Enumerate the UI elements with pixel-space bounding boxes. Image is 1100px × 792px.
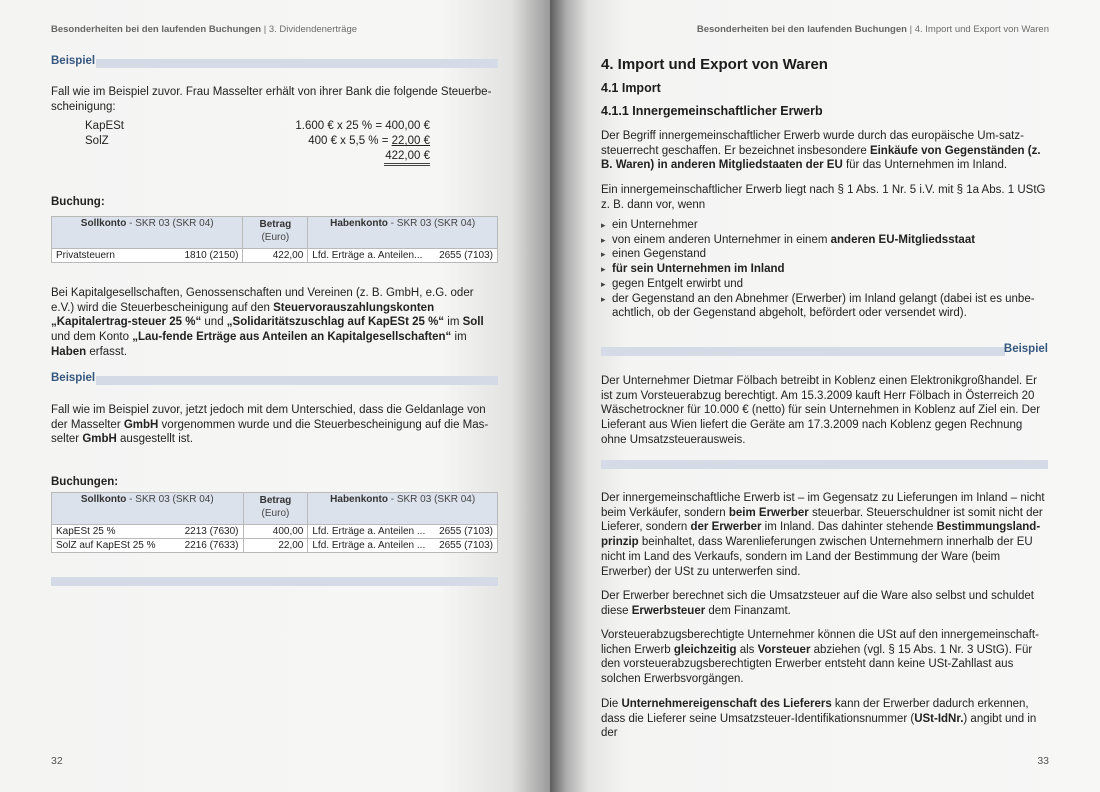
p6-text-e: ) angibt und in der xyxy=(601,712,1037,740)
header-chapter: Besonderheiten bei den laufenden Buchungen xyxy=(51,24,262,35)
kapges-text-2: und xyxy=(201,316,227,329)
page-number: 33 xyxy=(1037,755,1049,767)
beispiel-label: Beispiel xyxy=(51,372,96,384)
list-item-text: von einem anderen Unternehmer in einem xyxy=(612,233,831,246)
example2-text-2: vorgenommen wurde und die Steuerbescheinigung auf die Mas-selter xyxy=(51,418,489,446)
example-intro: Fall wie im Beispiel zuvor. Frau Masselter erhält von ihrer Bank die folgende Steuerbe-scheinigung: xyxy=(51,86,492,113)
example2-bold-2: GmbH xyxy=(82,433,117,446)
haben-nr: 2655 (7103) xyxy=(439,526,493,537)
list-item xyxy=(601,277,1048,292)
example2-intro xyxy=(51,403,498,447)
definition-bold: Einkäufe von Gegenständen (z. B. Waren) in anderen Mitgliedstaaten der EU xyxy=(601,144,1041,172)
calc-expr-solz-text: 400 € x 5,5 % = xyxy=(308,135,392,147)
col-habenkonto-sub: - SKR 03 (SKR 04) xyxy=(387,494,476,505)
p5-bold-d: Vorsteuer xyxy=(757,643,811,656)
beispiel-bar xyxy=(96,59,498,68)
example2-text-1: Fall wie im Beispiel zuvor, jetzt jedoch mit dem Unterschied, dass die Geldanlage von der Masselter xyxy=(51,404,486,431)
calc-total: 422,00 € xyxy=(384,150,430,166)
haben-nr: 2655 (7103) xyxy=(439,540,493,551)
col-habenkonto xyxy=(308,493,498,525)
col-sollkonto-sub: - SKR 03 (SKR 04) xyxy=(126,218,214,229)
p4-text-a: Der Erwerber berechnet sich die Umsatzsteuer auf die Ware also selbst und schuldet diese xyxy=(601,590,1034,617)
beispiel-label: Beispiel xyxy=(1003,343,1048,355)
kapges-bold-4: „Lau-fende Erträge aus Anteilen an Kapitalgesellschaften“ xyxy=(132,331,452,344)
header-section: | 4. Import und Export von Waren xyxy=(906,24,1049,35)
col-habenkonto-label: Habenkonto xyxy=(330,218,388,229)
p4-bold-b: Erwerbsteuer xyxy=(631,604,706,617)
betrag-cell: 422,00 xyxy=(243,249,308,263)
list-item xyxy=(601,262,1048,277)
p5-text-e: abziehen (vgl. § 15 Abs. 1 Nr. 3 UStG). Für den vorsteuerabzugsberechtigten Erwerber entsteht dann keine USt-Zahllast aus solchen Erwerbsvorgängen. xyxy=(601,643,1033,686)
calc-result-solz: 22,00 € xyxy=(391,135,430,147)
col-habenkonto-label: Habenkonto xyxy=(330,494,388,505)
kapges-paragraph xyxy=(51,286,498,360)
page-number: 32 xyxy=(51,755,63,767)
calc-label-kapest: KapESt xyxy=(85,120,124,132)
table-row xyxy=(52,249,498,263)
paragraph-definition xyxy=(601,129,1048,173)
beispiel-bar xyxy=(601,347,1005,356)
subsection-heading: 4.1.1 Innergemeinschaftlicher Erwerb xyxy=(601,104,823,118)
p6-text-c: kann der Erwerber dadurch erkennen, dass die Lieferer seine Umsatzsteuer-Identifikationsnummer ( xyxy=(601,698,1029,725)
col-betrag xyxy=(243,217,308,249)
list-item-bold: anderen EU-Mitgliedsstaat xyxy=(830,233,976,246)
soll-nr: 2216 (7633) xyxy=(184,540,239,551)
col-habenkonto xyxy=(308,217,498,249)
soll-cell xyxy=(52,249,243,263)
buchungen-heading: Buchungen: xyxy=(51,476,119,488)
kapges-bold-3: Soll xyxy=(462,316,484,329)
list-item-text: gegen Entgelt erwirbt und xyxy=(612,277,744,290)
col-betrag-label: Betrag xyxy=(259,219,292,230)
haben-name: Lfd. Erträge a. Anteilen ... xyxy=(312,526,426,537)
kapges-text-4: und dem Konto xyxy=(51,331,133,344)
calc-label-solz: SolZ xyxy=(85,135,109,147)
list-item xyxy=(601,292,1048,321)
p3-text-c: steuerbar. Steuerschuldner ist somit nicht der Lieferer, sondern xyxy=(601,506,1043,534)
example-end-bar xyxy=(601,460,1048,469)
p4-text-c: dem Finanzamt. xyxy=(705,604,791,617)
col-sollkonto-label: Sollkonto xyxy=(80,494,127,505)
p3-text-a: Der innergemeinschaftliche Erwerb ist – im Gegensatz zu Lieferungen im Inland – nicht beim Verkäufer, sondern xyxy=(601,492,1045,519)
list-item xyxy=(601,218,1048,233)
kapges-bold-5: Haben xyxy=(51,345,87,358)
example2-bold-1: GmbH xyxy=(123,418,159,431)
paragraph-erwerbsteuer xyxy=(601,589,1048,618)
table-row xyxy=(52,539,498,553)
betrag-cell: 22,00 xyxy=(243,539,308,553)
col-sollkonto-sub: - SKR 03 (SKR 04) xyxy=(126,494,214,505)
buchungen-table xyxy=(51,492,498,553)
col-betrag-sub: (Euro) xyxy=(261,232,290,243)
list-item-text: der Gegenstand an den Abnehmer (Erwerber) im Inland gelangt (dabei ist es unbe-achtlich, ob der Gegenstand abgeholt, befördert oder versendet wird). xyxy=(612,292,1035,320)
kapges-bold-2: „Solidaritätszuschlag auf KapESt 25 %“ xyxy=(226,316,445,329)
p5-text-a: Vorsteuerabzugsberechtigte Unternehmer können die USt auf den innergemeinschaft-lichen Erwerb xyxy=(601,629,1039,656)
p5-text-c: als xyxy=(736,643,758,656)
soll-name: KapESt 25 % xyxy=(56,526,116,537)
paragraph-bestimmungsland xyxy=(601,491,1048,579)
col-betrag-label: Betrag xyxy=(259,495,292,506)
soll-nr: 1810 (2150) xyxy=(184,250,239,261)
calc-expr-solz xyxy=(250,135,430,147)
table-row xyxy=(52,525,498,539)
example-end-bar xyxy=(51,577,498,586)
p3-bold-d: der Erwerber xyxy=(690,521,762,534)
kapges-text-6: erfasst. xyxy=(86,345,128,358)
example2-text-3: ausgestellt ist. xyxy=(116,433,193,446)
right-page xyxy=(550,0,1100,792)
haben-cell xyxy=(308,249,498,263)
haben-cell xyxy=(308,539,498,553)
section-heading: 4.1 Import xyxy=(601,81,661,95)
col-sollkonto xyxy=(52,493,244,525)
header-chapter: Besonderheiten bei den laufenden Buchungen xyxy=(696,24,907,35)
buchung-heading: Buchung: xyxy=(51,196,105,208)
beispiel-label: Beispiel xyxy=(51,55,96,67)
soll-name: Privatsteuern xyxy=(56,250,115,261)
col-sollkonto xyxy=(52,217,243,249)
p3-bold-b: beim Erwerber xyxy=(728,506,809,519)
list-item-text: ein Unternehmer xyxy=(612,219,698,231)
col-betrag xyxy=(243,493,308,525)
list-item-bold: für sein Unternehmen im Inland xyxy=(612,263,785,276)
p3-text-e: im Inland. Das dahinter stehende xyxy=(761,521,937,534)
kapges-text-5: im xyxy=(451,331,467,344)
example-text: Der Unternehmer Dietmar Fölbach betreibt in Koblenz einen Elektronikgroßhandel. Er ist zum Vorsteuerabzug berechtigt. Am 15.3.2009 kauft Herr Fölbach in Österreich 20 Wäschetrockner für 10.000 € (netto) für sein Unternehmen in Koblenz auf Ziel ein. Der Lieferant aus Wien liefert die Geräte am 17.3.2009 nach Koblenz gegen Rechnung ohne Umsatzsteuerausweis. xyxy=(601,375,1041,446)
soll-name: SolZ auf KapESt 25 % xyxy=(56,540,156,551)
chapter-heading: 4. Import und Export von Waren xyxy=(601,56,828,73)
running-header xyxy=(51,24,357,35)
list-item xyxy=(601,247,1048,262)
haben-cell xyxy=(308,525,498,539)
paragraph-conditions: Ein innergemeinschaftlicher Erwerb liegt nach § 1 Abs. 1 Nr. 5 i.V. mit § 1a Abs. 1 UStG z. B. dann vor, wenn xyxy=(601,184,1046,211)
kapges-bold-1: Steuervorauszahlungskonten „Kapitalertrag-steuer 25 %“ xyxy=(51,301,435,329)
p5-bold-b: gleichzeitig xyxy=(673,643,737,656)
haben-nr: 2655 (7103) xyxy=(439,250,493,261)
paragraph-vorsteuer xyxy=(601,628,1048,687)
header-section: | 3. Dividendenerträge xyxy=(261,24,358,35)
definition-text-2: für das Unternehmen im Inland. xyxy=(842,159,1008,172)
running-header xyxy=(697,24,1049,35)
conditions-list xyxy=(601,218,1048,321)
col-sollkonto-label: Sollkonto xyxy=(80,218,127,229)
kapges-text-3: im xyxy=(444,316,463,329)
paragraph-lieferer xyxy=(601,697,1048,741)
list-item xyxy=(601,233,1048,248)
soll-cell xyxy=(52,525,244,539)
p6-bold-d: USt-IdNr. xyxy=(914,712,964,725)
p6-bold-b: Unternehmereigenschaft des Lieferers xyxy=(621,698,832,710)
p3-bold-f: Bestimmungsland-prinzip xyxy=(601,521,1041,549)
col-habenkonto-sub: - SKR 03 (SKR 04) xyxy=(387,218,476,229)
buchung-table xyxy=(51,216,498,263)
p3-text-g: beinhaltet, dass Warenlieferungen zwischen Unternehmern innerhalb der EU nicht im Land des Verkaufs, sondern im Land der Bestimmung der Ware (beim Erwerber) der USt zu unterwerfen sind. xyxy=(601,536,1033,578)
col-betrag-sub: (Euro) xyxy=(261,508,290,519)
p6-text-a: Die xyxy=(601,698,622,710)
soll-cell xyxy=(52,539,244,553)
beispiel-bar xyxy=(96,376,498,385)
kapges-text-1: Bei Kapitalgesellschaften, Genossenschaften und Vereinen (z. B. GmbH, e.G. oder e.V.) wird die Steuerbescheinigung auf den xyxy=(51,287,474,314)
list-item-text: einen Gegenstand xyxy=(612,248,706,261)
betrag-cell: 400,00 xyxy=(243,525,308,539)
definition-text-1: Der Begriff innergemeinschaftlicher Erwerb wurde durch das europäische Um-satz-steuerrecht geschaffen. Er bezeichnet insbesondere xyxy=(601,130,1024,157)
haben-name: Lfd. Erträge a. Anteilen... xyxy=(312,250,423,261)
calc-expr-kapest: 1.600 € x 25 % = 400,00 € xyxy=(295,120,430,132)
haben-name: Lfd. Erträge a. Anteilen ... xyxy=(312,540,426,551)
soll-nr: 2213 (7630) xyxy=(184,526,239,537)
